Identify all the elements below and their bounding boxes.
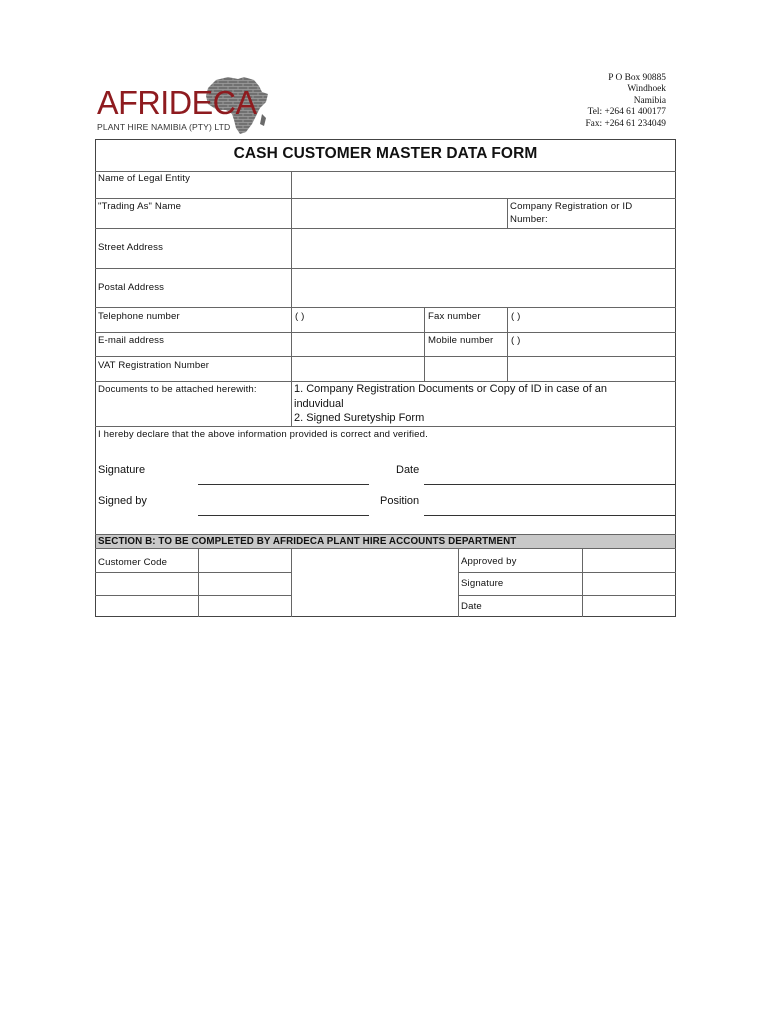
signature-line[interactable] — [198, 484, 369, 485]
row-divider — [95, 426, 676, 427]
approved-by-field[interactable] — [583, 549, 675, 571]
vat-field[interactable] — [292, 357, 675, 380]
declaration-text: I hereby declare that the above information provided is correct and verified. — [98, 429, 428, 440]
postal-address-field[interactable] — [292, 269, 675, 306]
street-address-field[interactable] — [292, 229, 675, 267]
section-b-date-label: Date — [461, 601, 482, 612]
company-address — [560, 73, 666, 130]
section-b-header: SECTION B: TO BE COMPLETED BY AFRIDECA PLANT HIRE ACCOUNTS DEPARTMENT — [96, 535, 675, 548]
fax-label: Fax number — [428, 311, 481, 322]
telephone-label: Telephone number — [98, 311, 180, 322]
approved-by-label: Approved by — [461, 556, 517, 567]
address-line: Tel: +264 61 400177 — [587, 107, 666, 118]
position-line[interactable] — [424, 515, 675, 516]
position-label: Position — [380, 495, 420, 507]
legal-entity-label: Name of Legal Entity — [98, 173, 191, 184]
customer-code-field[interactable] — [199, 549, 290, 571]
address-line: Windhoek — [627, 84, 666, 95]
documents-item: 2. Signed Suretyship Form — [294, 412, 425, 424]
company-reg-label-2: Number: — [510, 214, 548, 225]
email-label: E-mail address — [98, 335, 165, 346]
date-line[interactable] — [424, 484, 675, 485]
signed-by-line[interactable] — [198, 515, 369, 516]
legal-entity-field[interactable] — [292, 172, 675, 197]
column-divider — [291, 549, 292, 617]
customer-code-label: Customer Code — [98, 557, 168, 568]
telephone-field[interactable]: ( ) — [295, 311, 305, 322]
trading-as-field[interactable] — [292, 199, 506, 227]
documents-item: 1. Company Registration Documents or Copy of ID in case of an induvidual — [294, 383, 608, 410]
row-divider — [95, 307, 676, 308]
date-label: Date — [396, 464, 420, 476]
mobile-label: Mobile number — [428, 335, 494, 346]
signed-by-label: Signed by — [98, 495, 147, 507]
documents-list — [294, 382, 654, 426]
row-divider — [95, 572, 291, 573]
address-line: Fax: +264 61 234049 — [585, 118, 666, 129]
fax-field[interactable]: ( ) — [511, 311, 521, 322]
address-line: Namibia — [633, 95, 666, 106]
brand-subtitle: PLANT HIRE NAMIBIA (PTY) LTD — [97, 122, 231, 132]
street-address-label: Street Address — [98, 242, 164, 253]
company-reg-label: Company Registration or ID — [510, 201, 633, 212]
address-line: P O Box 90885 — [608, 73, 666, 83]
section-b-signature-label: Signature — [461, 578, 504, 589]
mobile-field[interactable]: ( ) — [511, 335, 521, 346]
section-b-signature-field[interactable] — [583, 573, 675, 594]
brand-name: AFRIDECA — [97, 84, 257, 121]
email-field[interactable] — [292, 333, 423, 355]
vat-label: VAT Registration Number — [98, 360, 210, 371]
section-b-date-field[interactable] — [583, 596, 675, 616]
row-divider — [95, 595, 291, 596]
column-divider — [458, 549, 459, 617]
postal-address-label: Postal Address — [98, 282, 165, 293]
trading-as-label: "Trading As" Name — [98, 201, 182, 212]
documents-label: Documents to be attached herewith: — [98, 384, 257, 395]
column-divider — [507, 198, 508, 228]
signature-label: Signature — [98, 464, 146, 476]
form-title: CASH CUSTOMER MASTER DATA FORM — [233, 145, 538, 162]
